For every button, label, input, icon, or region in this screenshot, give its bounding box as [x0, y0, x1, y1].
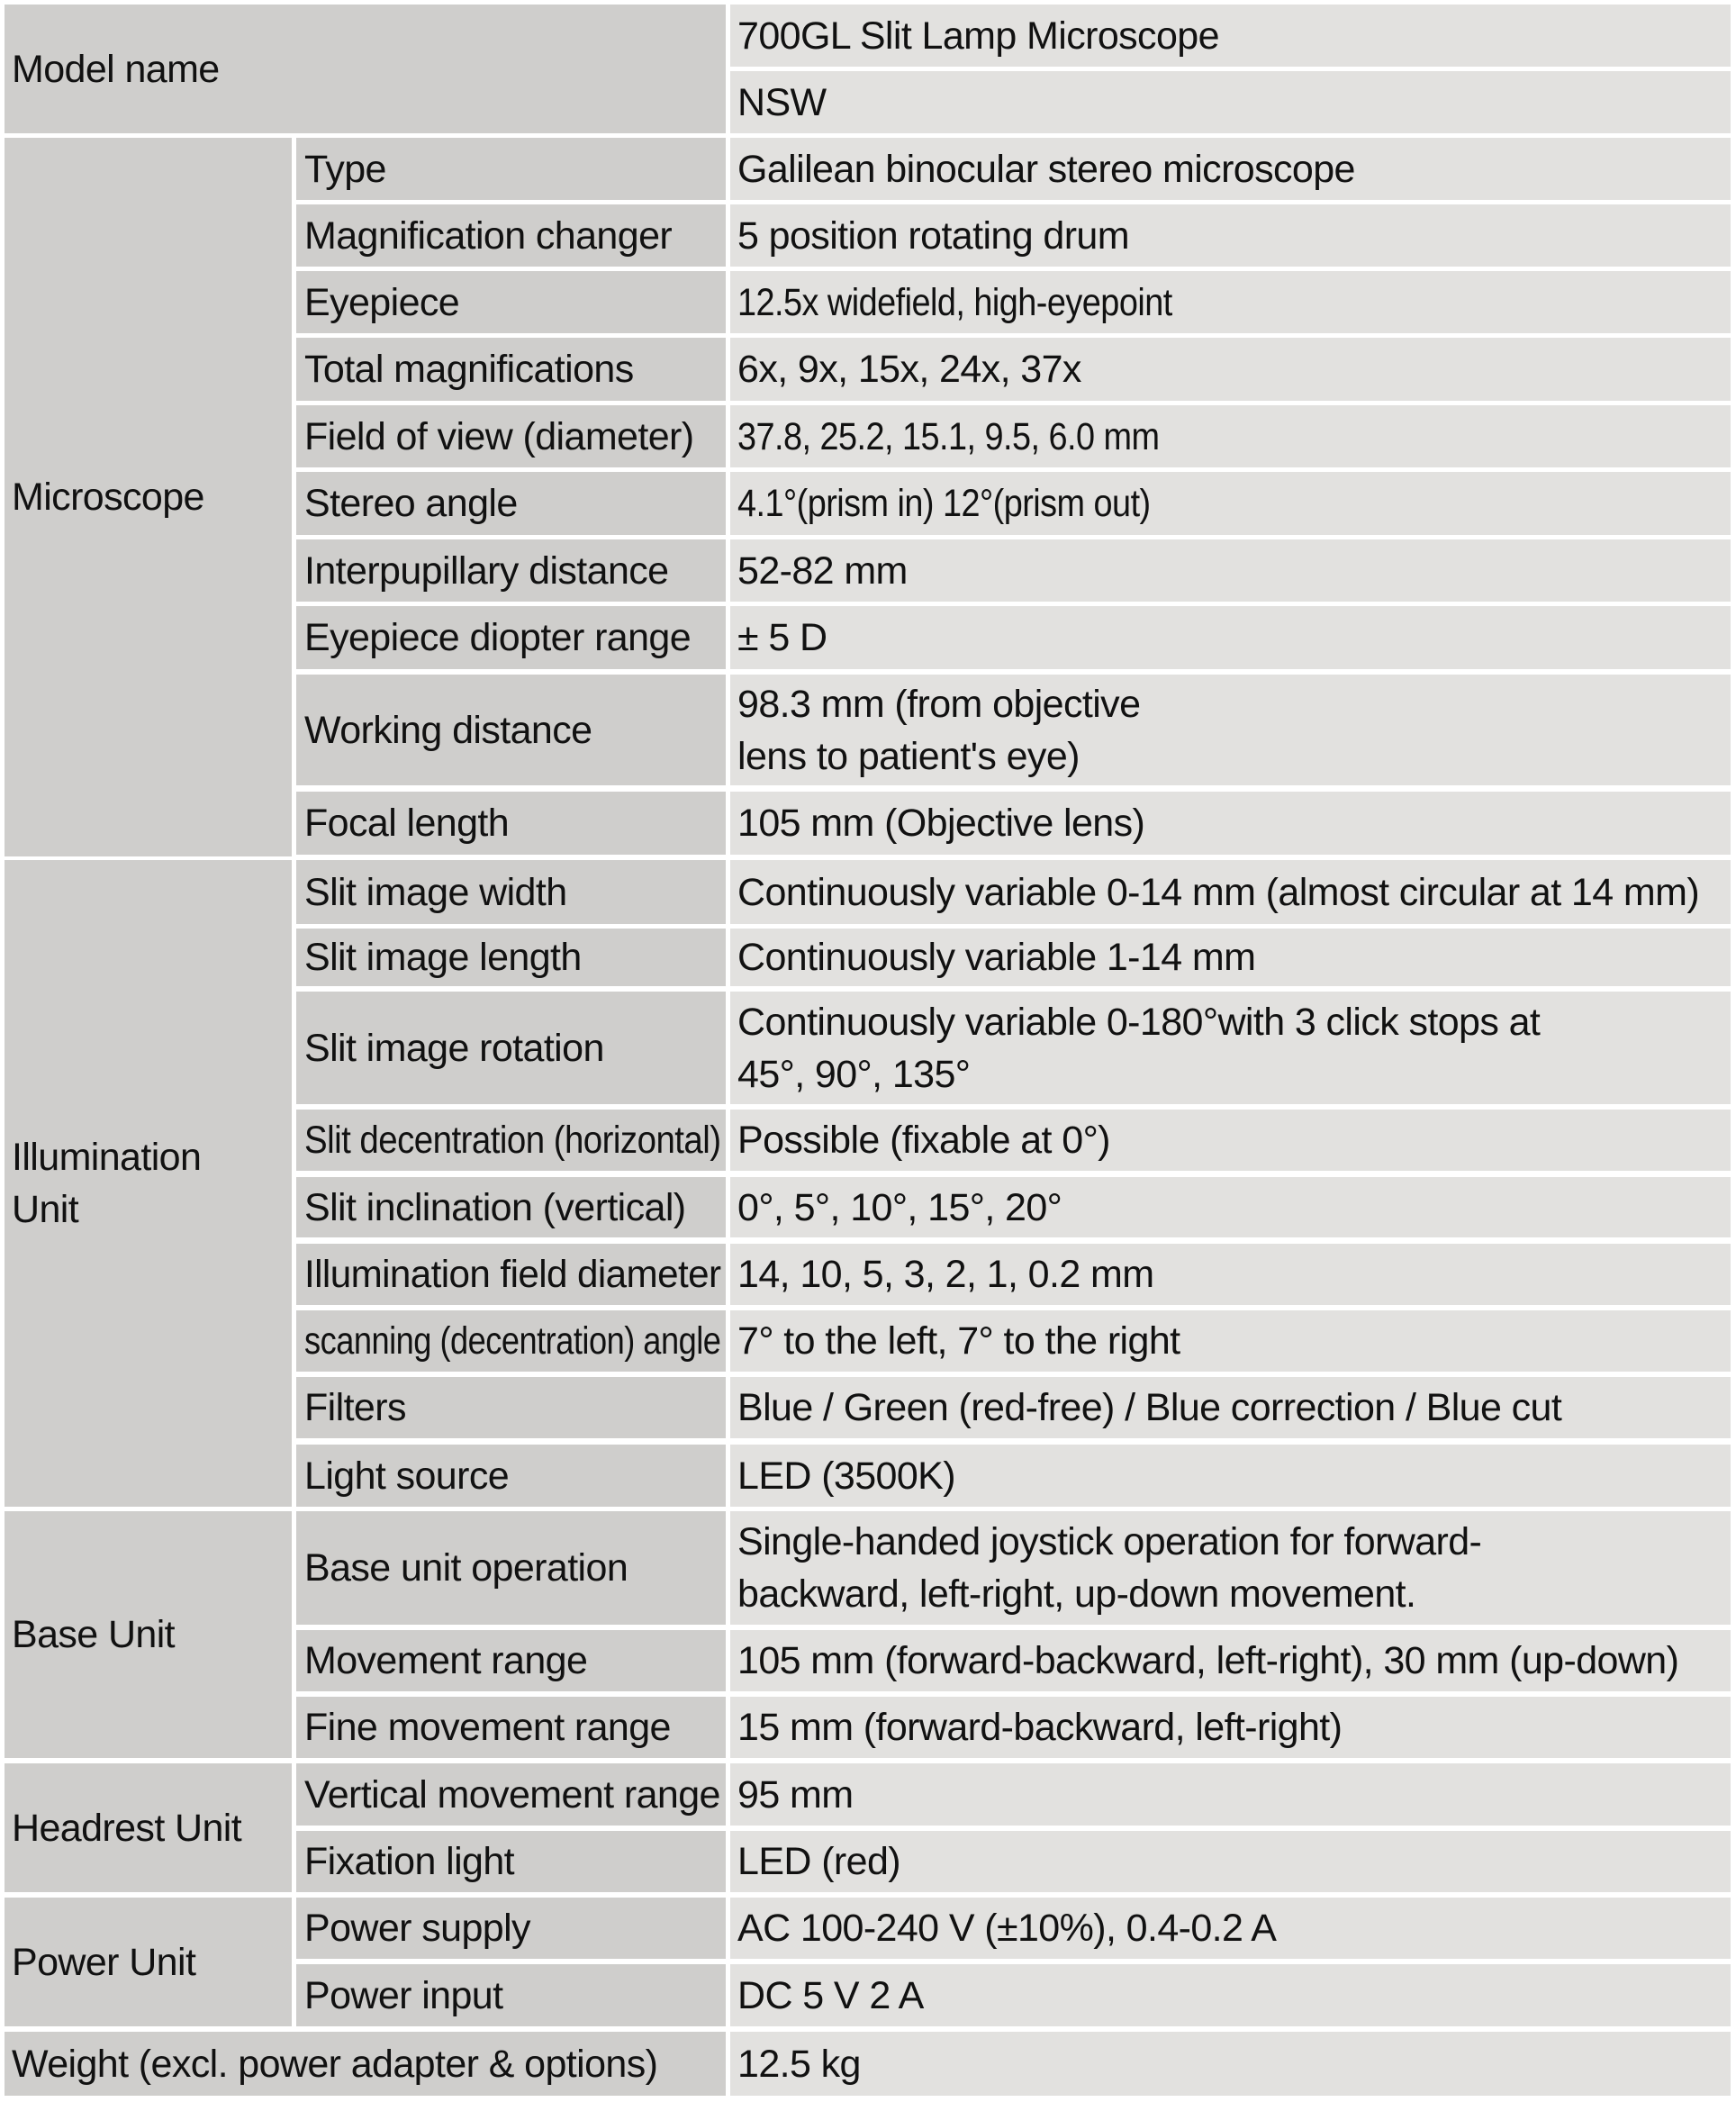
spec-label: Field of view (diameter) [304, 414, 694, 458]
spec-value-cell [730, 992, 1731, 1104]
weight-value-cell [730, 2032, 1731, 2096]
spec-value-cell [730, 1630, 1731, 1691]
spec-value: 12.5x widefield, high-eyepoint [737, 280, 1172, 324]
weight-value: 12.5 kg [737, 2042, 861, 2086]
spec-value-cell [730, 1697, 1731, 1758]
spec-label: Slit image width [304, 870, 567, 914]
spec-value: Possible (fixable at 0°) [737, 1119, 1110, 1162]
spec-value-cell [730, 1110, 1731, 1171]
spec-value-cell [730, 860, 1731, 924]
spec-label-cell [296, 1630, 726, 1691]
spec-label-cell [296, 1445, 726, 1507]
model-name-value: 700GL Slit Lamp Microscope [737, 14, 1219, 58]
spec-label-cell [296, 472, 726, 535]
spec-label: Eyepiece [304, 280, 460, 324]
spec-value: LED (3500K) [737, 1454, 955, 1498]
spec-value-cell [730, 1964, 1731, 2026]
spec-label: scanning (decentration) angle [304, 1319, 721, 1363]
spec-value-cell [730, 1244, 1731, 1305]
spec-value-cell [730, 1177, 1731, 1237]
spec-label-cell [296, 539, 726, 602]
spec-label-cell [296, 860, 726, 924]
spec-value: 95 mm [737, 1772, 854, 1817]
weight-label-cell [5, 2032, 726, 2096]
spec-value-cell [730, 1763, 1731, 1826]
spec-label: Slit image rotation [304, 1026, 604, 1070]
spec-value-cell [730, 539, 1731, 602]
spec-label: Slit decentration (horizontal) [304, 1119, 721, 1162]
spec-label-cell [296, 675, 726, 785]
spec-label: Total magnifications [304, 348, 634, 391]
spec-label-cell [296, 338, 726, 401]
model-name-label: Model name [12, 47, 220, 91]
spec-label-cell [296, 1763, 726, 1826]
spec-value: 37.8, 25.2, 15.1, 9.5, 6.0 mm [737, 414, 1160, 458]
spec-value: ± 5 D [737, 616, 827, 659]
spec-label-cell [296, 929, 726, 986]
spec-value-cell [730, 1898, 1731, 1959]
spec-value-cell [730, 1831, 1731, 1892]
spec-label: Working distance [304, 708, 592, 752]
spec-label: Movement range [304, 1639, 588, 1682]
spec-label: Power supply [304, 1907, 530, 1950]
group-label: Base Unit [12, 1613, 176, 1656]
spec-label-cell [296, 1110, 726, 1171]
spec-value: 6x, 9x, 15x, 24x, 37x [737, 348, 1081, 391]
spec-value-cell [730, 138, 1731, 200]
spec-label-cell [296, 1697, 726, 1758]
spec-value: 5 position rotating drum [737, 213, 1129, 258]
spec-label-cell [296, 1898, 726, 1959]
spec-value-cell [730, 1511, 1731, 1625]
spec-value-cell [730, 1310, 1731, 1372]
spec-label-cell [296, 1511, 726, 1625]
spec-label-cell [296, 792, 726, 855]
spec-value: Continuously variable 0-14 mm (almost circular at 14 mm) [737, 870, 1700, 914]
spec-label: Type [304, 147, 386, 191]
spec-label: Power input [304, 1973, 503, 2017]
spec-value-cell [730, 271, 1731, 333]
spec-value: Single-handed joystick operation for forward- backward, left-right, up-down movement. [737, 1520, 1482, 1616]
spec-value-cell [730, 1377, 1731, 1438]
spec-label-cell [296, 1831, 726, 1892]
group-headrest-unit [5, 1763, 292, 1892]
spec-value: Continuously variable 1-14 mm [737, 936, 1256, 979]
spec-label-cell [296, 138, 726, 200]
model-name-header [5, 5, 726, 133]
spec-label-cell [296, 1964, 726, 2026]
group-microscope [5, 138, 292, 856]
spec-value-cell [730, 405, 1731, 467]
spec-value-cell [730, 606, 1731, 669]
spec-value: 105 mm (forward-backward, left-right), 30 mm (up-down) [737, 1639, 1679, 1682]
spec-value: LED (red) [737, 1840, 900, 1883]
spec-label-cell [296, 992, 726, 1104]
spec-value-cell [730, 204, 1731, 267]
spec-value-cell [730, 675, 1731, 785]
spec-value: 7° to the left, 7° to the right [737, 1319, 1180, 1363]
spec-value: 15 mm (forward-backward, left-right) [737, 1706, 1343, 1749]
spec-label-cell [296, 606, 726, 669]
spec-label-cell [296, 271, 726, 333]
spec-value: 4.1°(prism in) 12°(prism out) [737, 482, 1151, 525]
spec-value: AC 100-240 V (±10%), 0.4-0.2 A [737, 1907, 1277, 1950]
spec-value: 52-82 mm [737, 548, 908, 593]
spec-label: Illumination field diameter [304, 1253, 721, 1296]
group-illumination-unit [5, 860, 292, 1507]
spec-label-cell [296, 204, 726, 267]
spec-value: 0°, 5°, 10°, 15°, 20° [737, 1185, 1062, 1229]
spec-value-cell [730, 472, 1731, 535]
model-code-value-cell [730, 71, 1731, 133]
spec-value-cell [730, 1445, 1731, 1507]
group-base-unit [5, 1511, 292, 1758]
group-label: Headrest Unit [12, 1806, 242, 1850]
spec-label: Magnification changer [304, 213, 673, 258]
spec-value-cell [730, 338, 1731, 401]
spec-value: Continuously variable 0-180°with 3 click stops at 45°, 90°, 135° [737, 1000, 1541, 1096]
spec-label: Stereo angle [304, 482, 518, 525]
spec-value: 98.3 mm (from objective lens to patient's eye) [737, 682, 1141, 778]
spec-value: 14, 10, 5, 3, 2, 1, 0.2 mm [737, 1253, 1154, 1296]
spec-label: Slit inclination (vertical) [304, 1185, 686, 1229]
spec-label: Filters [304, 1386, 406, 1429]
spec-value: Galilean binocular stereo microscope [737, 147, 1355, 191]
spec-label: Interpupillary distance [304, 548, 669, 593]
spec-label: Focal length [304, 802, 510, 845]
spec-value: Blue / Green (red-free) / Blue correction / Blue cut [737, 1386, 1562, 1429]
spec-label-cell [296, 1377, 726, 1438]
group-label: Microscope [12, 476, 204, 519]
spec-value: 105 mm (Objective lens) [737, 802, 1145, 845]
spec-value: DC 5 V 2 A [737, 1973, 924, 2017]
spec-label-cell [296, 1177, 726, 1237]
spec-value-cell [730, 929, 1731, 986]
spec-value-cell [730, 792, 1731, 855]
spec-label: Vertical movement range [304, 1772, 720, 1817]
spec-label-cell [296, 405, 726, 467]
group-label: Power Unit [12, 1940, 196, 1984]
group-label: Illumination Unit [12, 1136, 202, 1231]
spec-label-cell [296, 1244, 726, 1305]
spec-label: Eyepiece diopter range [304, 616, 692, 659]
spec-label: Base unit operation [304, 1546, 628, 1590]
spec-label: Slit image length [304, 936, 582, 979]
weight-label: Weight (excl. power adapter & options) [12, 2042, 658, 2086]
spec-label-cell [296, 1310, 726, 1372]
model-code-value: NSW [737, 80, 827, 124]
spec-label: Fixation light [304, 1840, 514, 1883]
spec-label: Fine movement range [304, 1706, 671, 1749]
spec-label: Light source [304, 1454, 510, 1498]
model-name-value-cell [730, 5, 1731, 67]
group-power-unit [5, 1898, 292, 2026]
